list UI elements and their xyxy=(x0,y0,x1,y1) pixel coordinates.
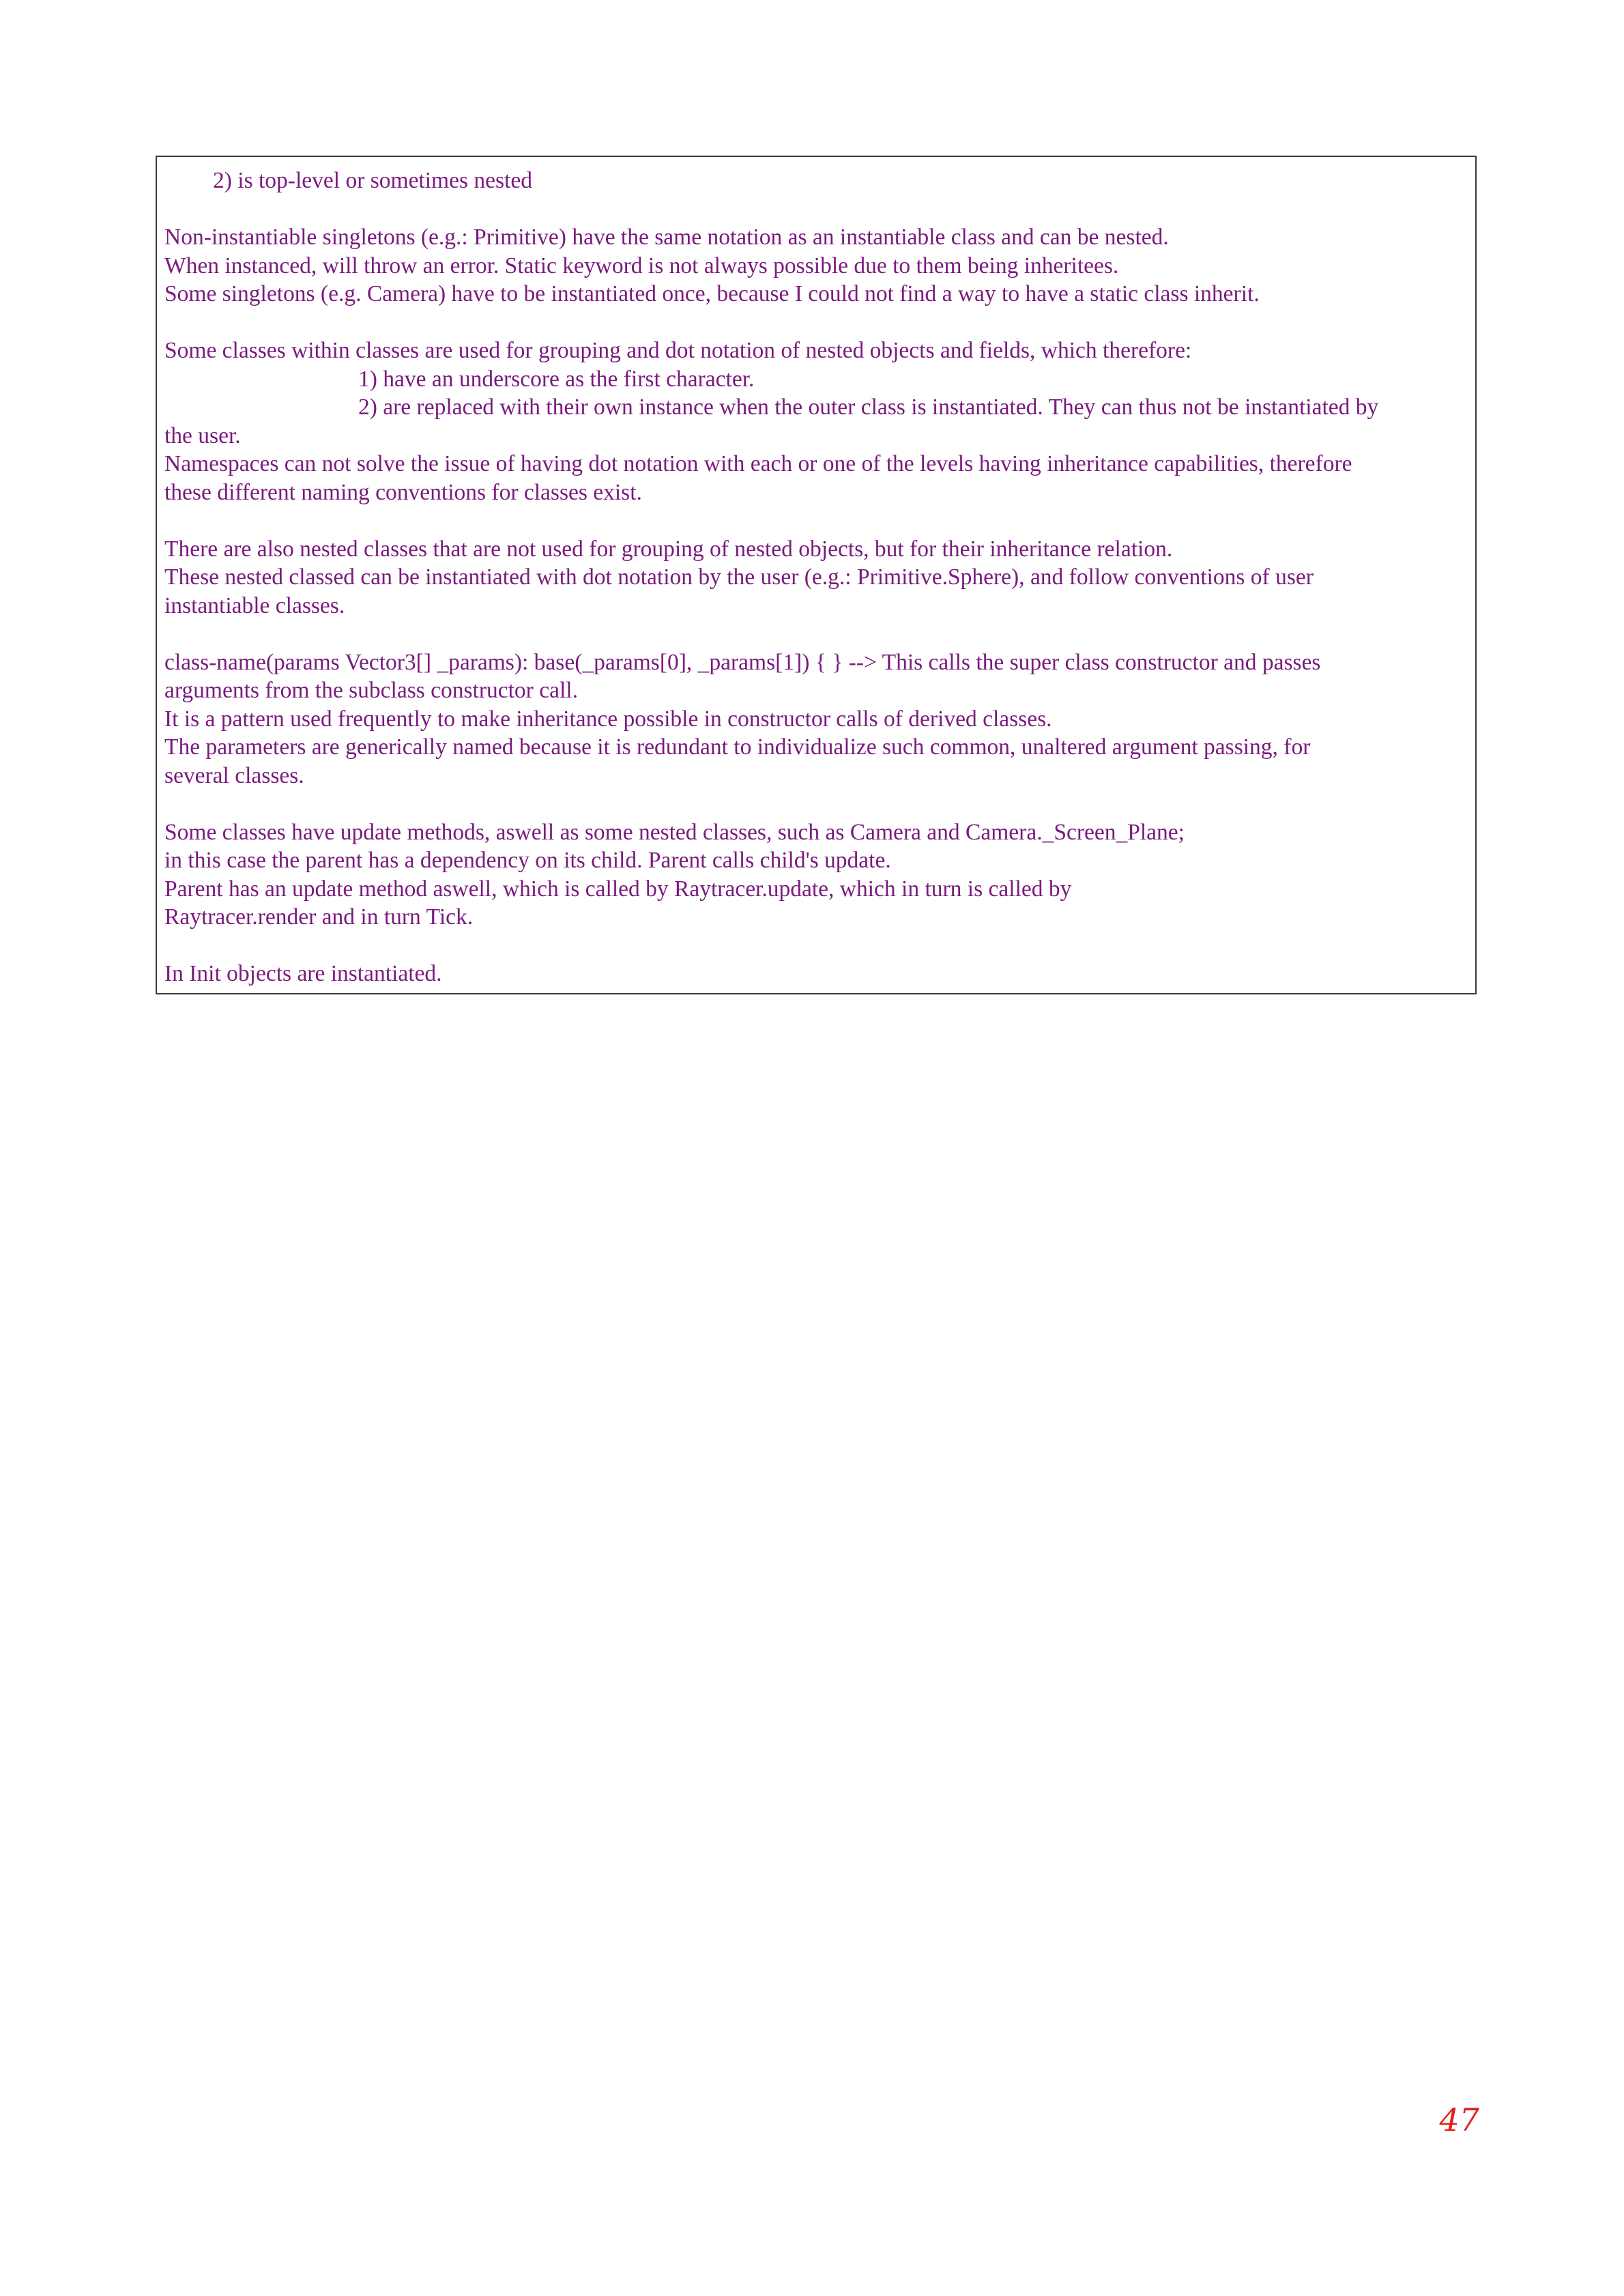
text-line: several classes. xyxy=(164,762,304,788)
text-line: 1) have an underscore as the first character. xyxy=(358,366,755,392)
text-box xyxy=(156,156,1477,994)
text-line: Non-instantiable singletons (e.g.: Primitive) have the same notation as an instantiable class and can be nested. xyxy=(164,225,1169,250)
text-line: the user. xyxy=(164,422,241,448)
text-line: In Init objects are instantiated. xyxy=(164,961,442,986)
blank-line xyxy=(164,506,1468,535)
text-line: Some classes have update methods, aswell as some nested classes, such as Camera and Camera._Screen_Plane; xyxy=(164,819,1185,845)
text-line: It is a pattern used frequently to make inheritance possible in constructor calls of derived classes. xyxy=(164,706,1052,732)
text-line: instantiable classes. xyxy=(164,592,345,618)
page-number: 47 xyxy=(1439,2101,1479,2138)
text-line: These nested classed can be instantiated with dot notation by the user (e.g.: Primitive.Sphere), and follow conventions of user xyxy=(164,564,1314,590)
blank-line xyxy=(164,195,1468,224)
text-line: When instanced, will throw an error. Static keyword is not always possible due to them being inheritees. xyxy=(164,253,1119,278)
text-line: Raytracer.render and in turn Tick. xyxy=(164,904,474,930)
text-line: 2) is top-level or sometimes nested xyxy=(213,168,532,193)
text-line: Some classes within classes are used for grouping and dot notation of nested objects and fields, which therefore: xyxy=(164,338,1192,363)
blank-line xyxy=(164,790,1468,818)
text-line: arguments from the subclass constructor call. xyxy=(164,678,578,703)
text-line: Namespaces can not solve the issue of having dot notation with each or one of the levels having inheritance capabilities, therefore xyxy=(164,451,1352,476)
text-line: class-name(params Vector3[] _params): base(_params[0], _params[1]) { } --> This calls the super class constructor and passes xyxy=(164,649,1321,675)
text-line: 2) are replaced with their own instance when the outer class is instantiated. They can thus not be instantiated by xyxy=(358,394,1379,420)
text-line: There are also nested classes that are not used for grouping of nested objects, but for their inheritance relation. xyxy=(164,536,1173,562)
blank-line xyxy=(164,932,1468,960)
text-line: The parameters are generically named because it is redundant to individualize such common, unaltered argument passing, for xyxy=(164,734,1311,760)
text-line: in this case the parent has a dependency on its child. Parent calls child's update. xyxy=(164,848,891,873)
blank-line xyxy=(164,308,1468,337)
text-line: Parent has an update method aswell, which is called by Raytracer.update, which in turn is called by xyxy=(164,876,1072,902)
text-line: Some singletons (e.g. Camera) have to be instantiated once, because I could not find a way to have a static class inherit. xyxy=(164,281,1260,306)
blank-line xyxy=(164,620,1468,648)
text-line: these different naming conventions for classes exist. xyxy=(164,479,642,505)
